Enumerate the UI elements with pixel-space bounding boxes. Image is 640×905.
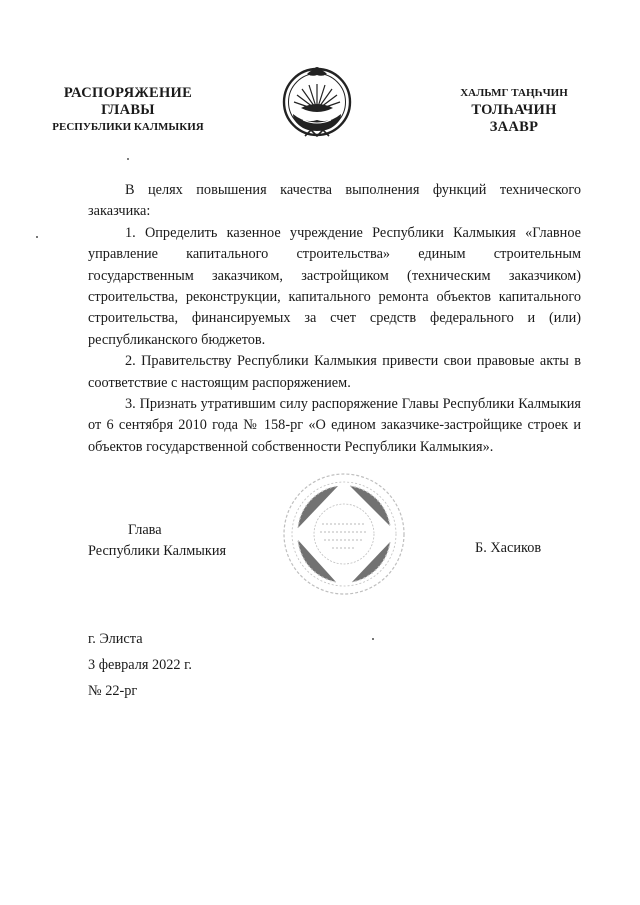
signatory-title xyxy=(88,520,268,562)
header-right-line2: ТОЛҺАЧИН xyxy=(471,102,557,118)
signatory-name: Б. Хасиков xyxy=(475,540,542,556)
header-right-line3: ЗААВР xyxy=(489,119,539,135)
order-preamble: В целях повышения качества выполнения функций технического заказчика: xyxy=(88,182,581,220)
header-right-line1: ХАЛЬМГ ТАҢҺЧИН xyxy=(460,87,568,99)
header-left-republic: РЕСПУБЛИКИ КАЛМЫКИЯ xyxy=(52,121,204,133)
header-left-subtitle: ГЛАВЫ xyxy=(101,102,155,118)
order-item-1: 1. Определить казенное учреждение Республики Калмыкия «Главное управление капитального строительства» единым строительным государственным заказчиком, застройщиком (техническим заказчиком) строительства, реконструкции, капитального ремонта объектов капитального строительства, финансируемых за счет средств федерального и (или) республиканского бюджетов. xyxy=(88,224,581,348)
document-meta xyxy=(88,626,192,704)
document-place: г. Элиста xyxy=(88,631,143,647)
official-seal-stamp-icon xyxy=(278,468,410,600)
header-left-russian xyxy=(44,85,212,136)
signatory-title-line2: Республики Калмыкия xyxy=(88,543,227,559)
order-body xyxy=(88,180,581,458)
signatory-title-line1: Глава xyxy=(128,522,162,538)
header-left-title: РАСПОРЯЖЕНИЕ xyxy=(63,85,193,101)
header-right-kalmyk xyxy=(430,85,598,136)
order-item-2: 2. Правительству Республики Калмыкия привести свои правовые акты в соответствие с настоящим распоряжением. xyxy=(88,353,581,391)
scan-speck xyxy=(36,236,38,238)
scan-speck xyxy=(127,158,129,160)
document-number: № 22-рг xyxy=(88,683,138,699)
order-item-3: 3. Признать утратившим силу распоряжение Главы Республики Калмыкия от 6 сентября 2010 года № 158-рг «О едином заказчике-застройщике строек и объектов государственной собственности Республики Калмыкия». xyxy=(88,396,581,455)
kalmykia-coat-of-arms-icon xyxy=(281,62,353,142)
document-date: 3 февраля 2022 г. xyxy=(88,657,192,673)
scan-speck xyxy=(372,638,374,640)
